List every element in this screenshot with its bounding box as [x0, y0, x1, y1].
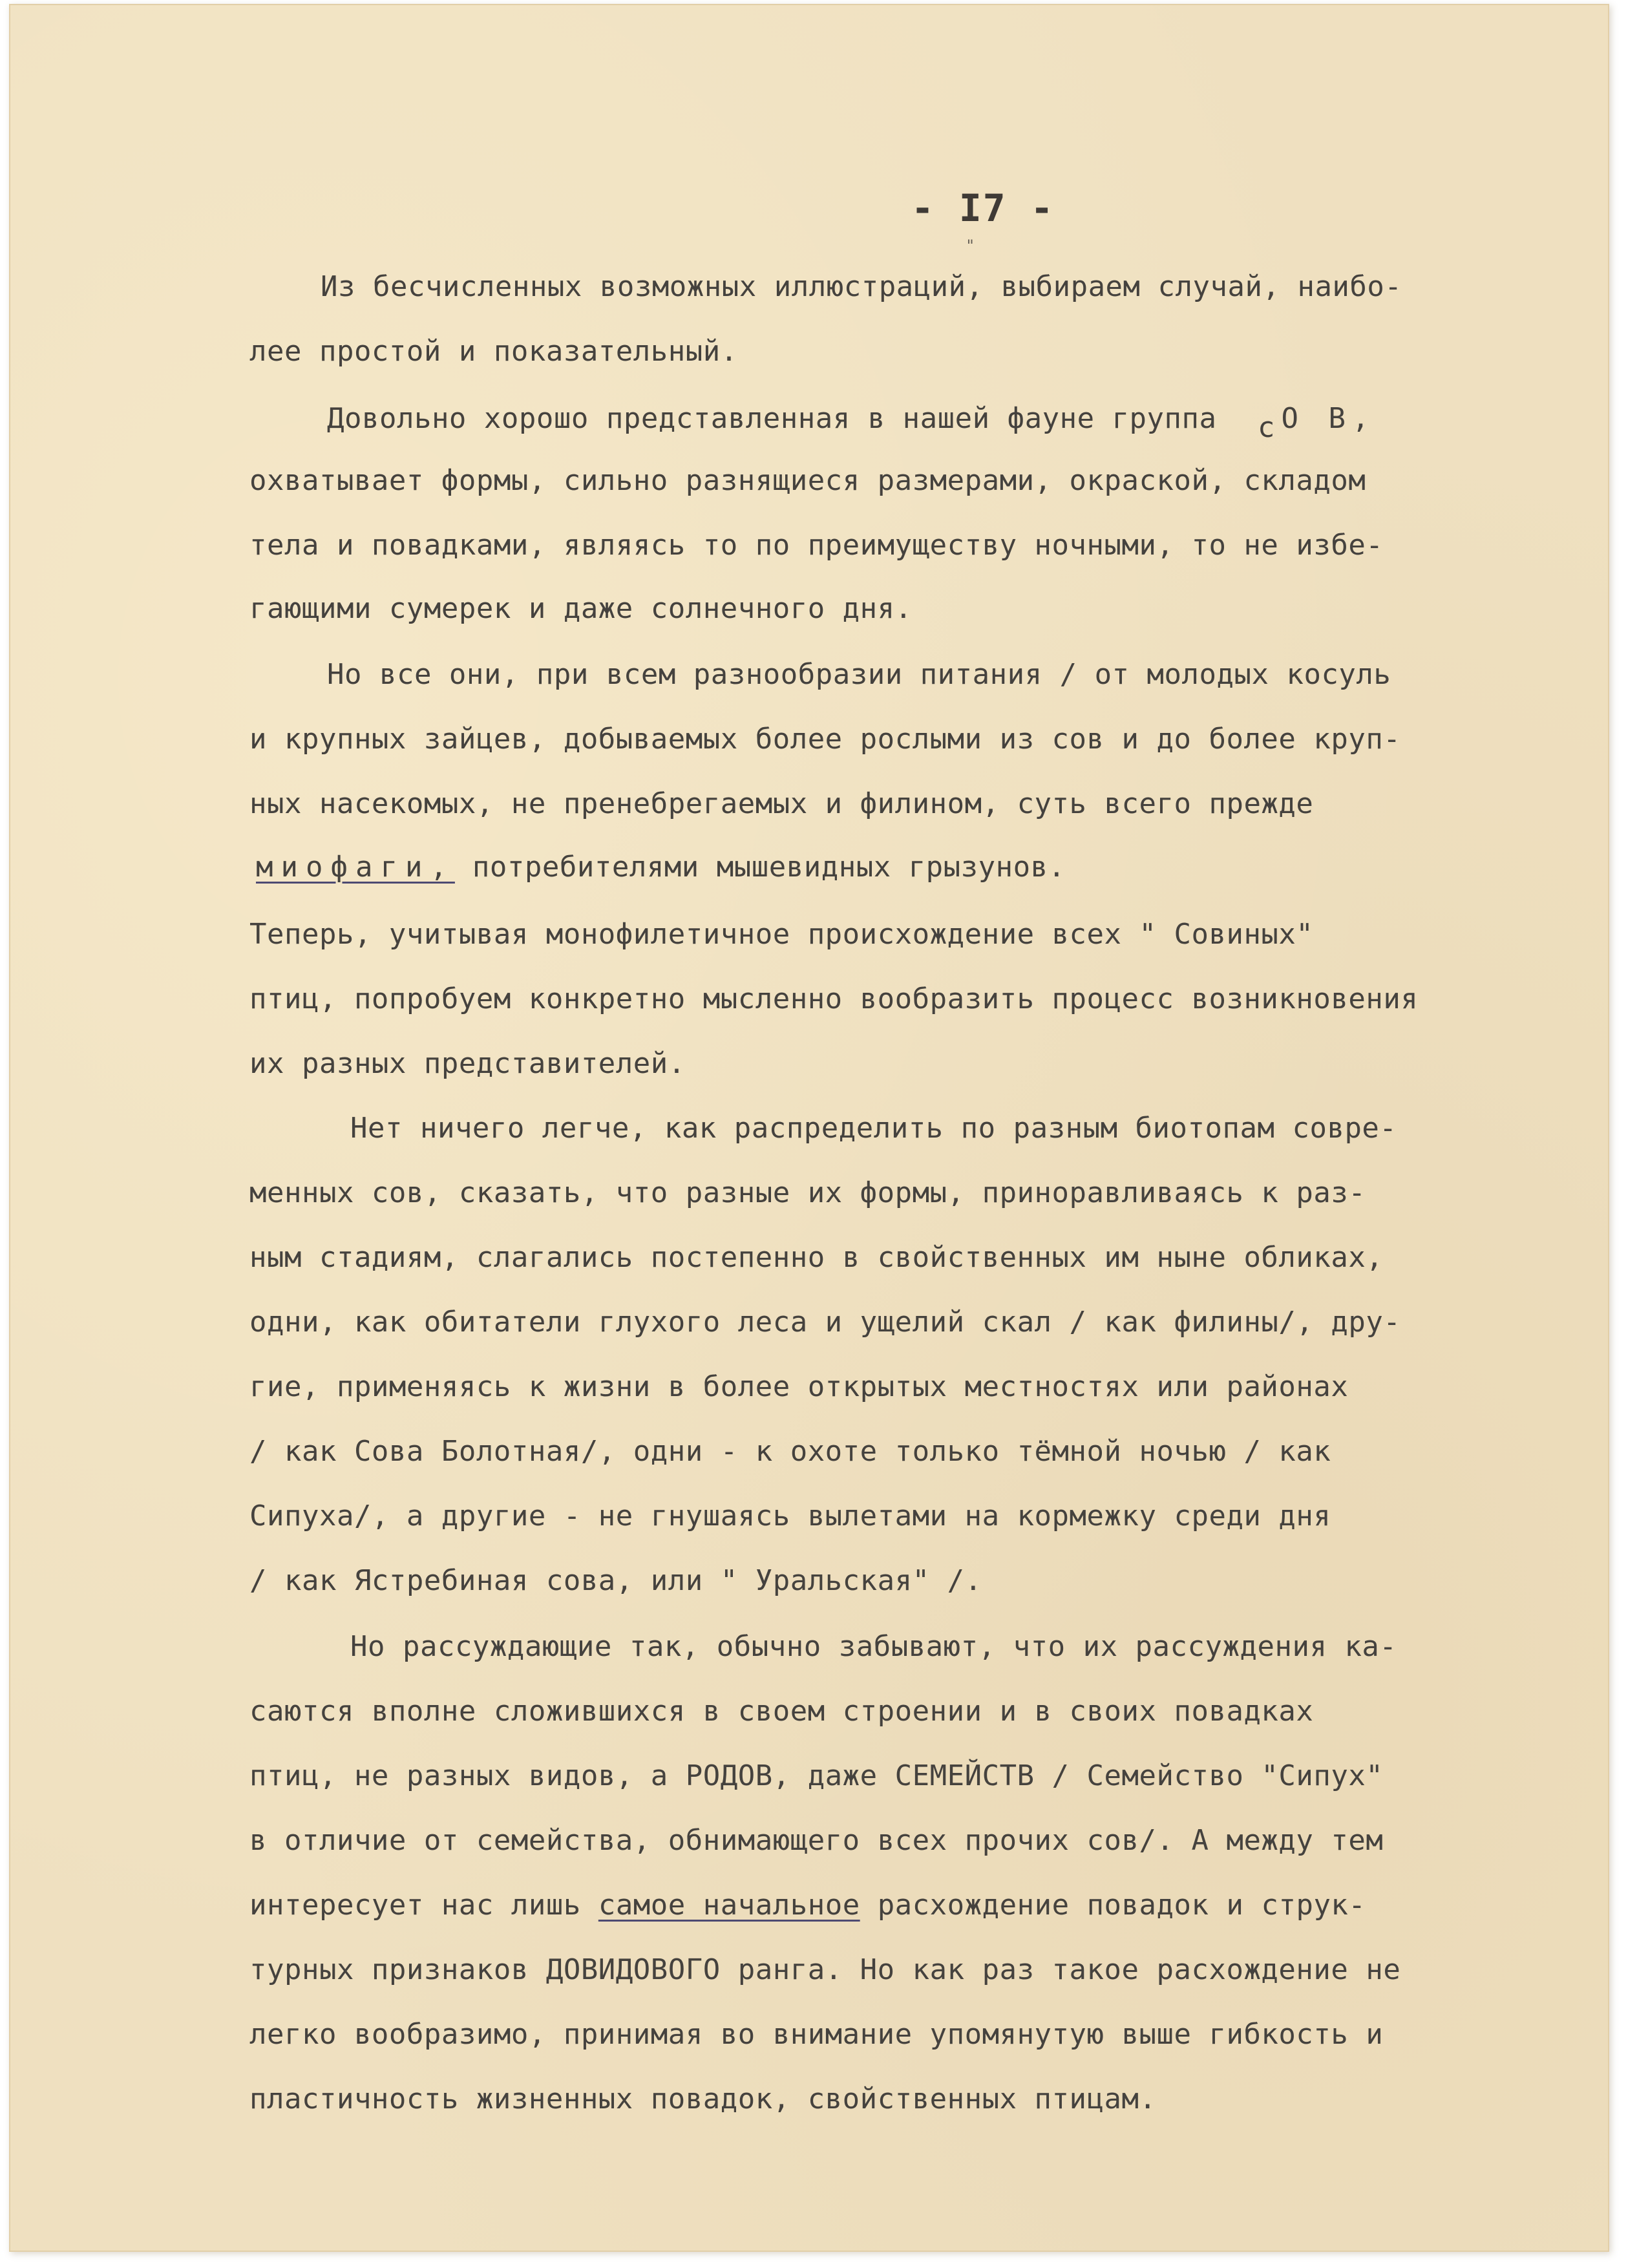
text-line: легко вообразимо, принимая во внимание упомянутую выше гибкость и	[249, 2018, 1384, 2051]
text-line: тела и повадками, являясь то по преимуществу ночными, то не избе-	[249, 529, 1384, 562]
text-line: саются вполне сложившихся в своем строении и в своих повадках	[249, 1695, 1314, 1728]
text-line: / как Ястребиная сова, или " Уральская" /.	[249, 1564, 982, 1597]
text-line	[327, 399, 1376, 444]
owl-group-letter: с	[1258, 411, 1282, 444]
spaced-term: миофаги,	[256, 851, 455, 884]
page-mark: "	[966, 237, 975, 255]
text-line: Теперь, учитывая монофилетичное происхождение всех " Совиных"	[249, 918, 1314, 951]
text-line: Но все они, при всем разнообразии питания / от молодых косуль	[327, 658, 1391, 691]
text-line: гающими сумерек и даже солнечного дня.	[249, 592, 913, 625]
text-line: охватывает формы, сильно разнящиеся размерами, окраской, складом	[249, 464, 1366, 497]
text-line: и крупных зайцев, добываемых более рослыми из сов и до более круп-	[249, 723, 1401, 756]
text-span: Довольно хорошо представленная в нашей фауне группа	[327, 402, 1217, 435]
page-number: - I7 -	[911, 186, 1055, 230]
text-line: турных признаков ДОВИДОВОГО ранга. Но как раз такое расхождение не	[249, 1953, 1401, 1986]
text-line	[256, 848, 1066, 887]
text-line: ным стадиям, слагались постепенно в свойственных им ныне обликах,	[249, 1241, 1384, 1274]
text-span: расхождение повадок и струк-	[877, 1889, 1366, 1922]
text-line: Но рассуждающие так, обычно забывают, что их рассуждения ка-	[350, 1630, 1397, 1663]
text-line: их разных представителей.	[249, 1047, 686, 1080]
text-span: потребителями мышевидных грызунов.	[472, 851, 1066, 884]
text-line: ных насекомых, не пренебрегаемых и филином, суть всего прежде	[249, 787, 1314, 820]
document-page	[9, 4, 1609, 2252]
text-line	[249, 1886, 1366, 1925]
text-line: в отличие от семейства, обнимающего всех прочих сов/. А между тем	[249, 1824, 1384, 1857]
text-line: Из бесчисленных возможных иллюстраций, выбираем случай, наибо-	[321, 270, 1402, 303]
text-line: Нет ничего легче, как распределить по разным биотопам совре-	[350, 1112, 1397, 1145]
text-line: одни, как обитатели глухого леса и ущелий скал / как филины/, дру-	[249, 1306, 1401, 1339]
text-span: интересует нас лишь	[249, 1889, 581, 1922]
text-line: пластичность жизненных повадок, свойственных птицам.	[249, 2083, 1157, 2115]
text-line: лее простой и показательный.	[249, 335, 738, 368]
text-line: птиц, попробуем конкретно мысленно вообразить процесс возникновения	[249, 982, 1419, 1015]
text-line: гие, применяясь к жизни в более открытых местностях или районах	[249, 1370, 1349, 1403]
text-line: Сипуха/, а другие - не гнушаясь вылетами на кормежку среди дня	[249, 1500, 1331, 1532]
text-line: птиц, не разных видов, а РОДОВ, даже СЕМЕЙСТВ / Семейство "Сипух"	[249, 1759, 1384, 1792]
text-line: менных сов, сказать, что разные их формы, приноравливаясь к раз-	[249, 1176, 1366, 1209]
text-line: / как Сова Болотная/, одни - к охоте только тёмной ночью / как	[249, 1435, 1331, 1468]
owl-group-name	[1234, 402, 1376, 444]
underlined-phrase: самое начальное	[598, 1889, 860, 1922]
owl-group-rest: О В,	[1281, 402, 1376, 435]
